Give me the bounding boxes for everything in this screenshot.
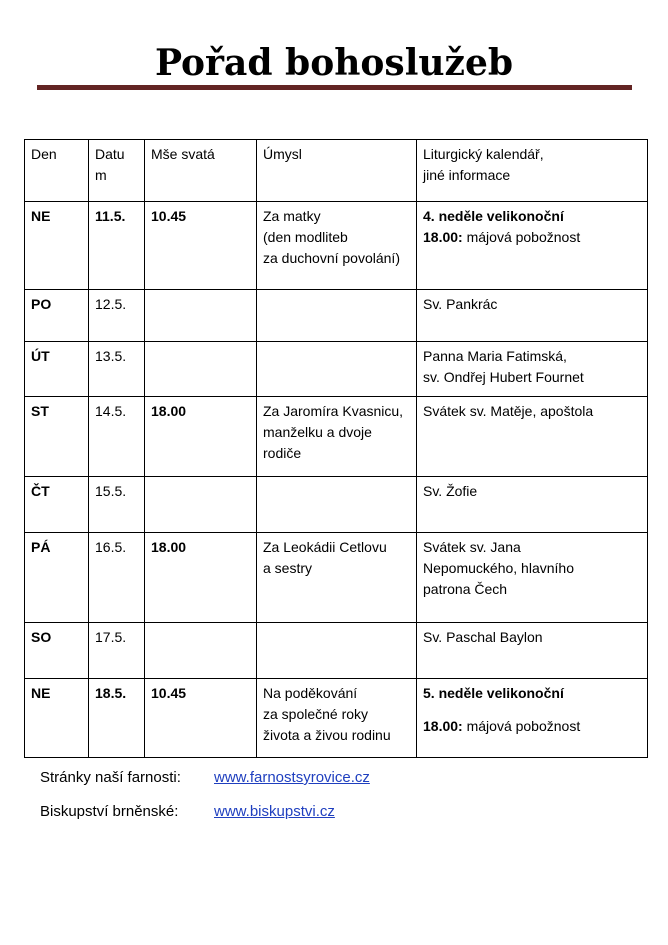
row-umysl: [257, 342, 417, 397]
row-info: Svátek sv. Matěje, apoštola: [417, 397, 648, 477]
row-umysl: Za matky (den modliteb za duchovní povolání): [257, 202, 417, 290]
schedule-table: [24, 139, 648, 758]
row-mse: 10.45: [145, 202, 257, 290]
row-den: PÁ: [25, 533, 89, 623]
table-row: [25, 342, 648, 397]
row-info: Svátek sv. Jana Nepomuckého, hlavního patrona Čech: [417, 533, 648, 623]
row-mse: 18.00: [145, 533, 257, 623]
row-den: SO: [25, 623, 89, 679]
row-den: PO: [25, 290, 89, 342]
row-mse: [145, 477, 257, 533]
table-row: [25, 397, 648, 477]
table-header-row: [25, 140, 648, 202]
diocese-link[interactable]: www.biskupstvi.cz: [214, 803, 335, 820]
table-row: [25, 679, 648, 758]
row-den: ÚT: [25, 342, 89, 397]
row-umysl: [257, 290, 417, 342]
row-den: ST: [25, 397, 89, 477]
row-datum: 14.5.: [89, 397, 145, 477]
footer-diocese: [40, 802, 335, 822]
header-datum: Datu m: [89, 140, 145, 202]
row-info: 4. neděle velikonoční 18.00: májová pobožnost: [417, 202, 648, 290]
table-row: [25, 477, 648, 533]
row-info: Sv. Žofie: [417, 477, 648, 533]
row-datum: 15.5.: [89, 477, 145, 533]
table-row: [25, 623, 648, 679]
row-datum: 18.5.: [89, 679, 145, 758]
row-datum: 17.5.: [89, 623, 145, 679]
row-mse: 10.45: [145, 679, 257, 758]
page-title: Pořad bohoslužeb: [154, 42, 514, 84]
row-datum: 11.5.: [89, 202, 145, 290]
header-umysl: Úmysl: [257, 140, 417, 202]
parish-label: Stránky naší farnosti:: [40, 769, 181, 786]
row-umysl: Na poděkování za společné roky života a živou rodinu: [257, 679, 417, 758]
row-den: NE: [25, 679, 89, 758]
row-umysl: Za Leokádii Cetlovu a sestry: [257, 533, 417, 623]
row-umysl: [257, 477, 417, 533]
parish-link[interactable]: www.farnostsyrovice.cz: [214, 769, 370, 786]
title-divider: [37, 85, 632, 90]
row-mse: [145, 290, 257, 342]
row-info: Sv. Pankrác: [417, 290, 648, 342]
row-datum: 16.5.: [89, 533, 145, 623]
footer-parish: [40, 768, 370, 788]
row-info: Panna Maria Fatimská, sv. Ondřej Hubert Fournet: [417, 342, 648, 397]
row-datum: 13.5.: [89, 342, 145, 397]
row-mse: 18.00: [145, 397, 257, 477]
header-mse: Mše svatá: [145, 140, 257, 202]
row-den: NE: [25, 202, 89, 290]
row-mse: [145, 623, 257, 679]
table-row: [25, 202, 648, 290]
row-mse: [145, 342, 257, 397]
diocese-label: Biskupství brněnské:: [40, 803, 179, 820]
row-umysl: [257, 623, 417, 679]
row-den: ČT: [25, 477, 89, 533]
table-row: [25, 290, 648, 342]
row-datum: 12.5.: [89, 290, 145, 342]
header-info: Liturgický kalendář, jiné informace: [417, 140, 648, 202]
header-den: Den: [25, 140, 89, 202]
row-info: Sv. Paschal Baylon: [417, 623, 648, 679]
row-umysl: Za Jaromíra Kvasnicu, manželku a dvoje rodiče: [257, 397, 417, 477]
table-row: [25, 533, 648, 623]
row-info: 5. neděle velikonoční 18.00: májová pobožnost: [417, 679, 648, 758]
